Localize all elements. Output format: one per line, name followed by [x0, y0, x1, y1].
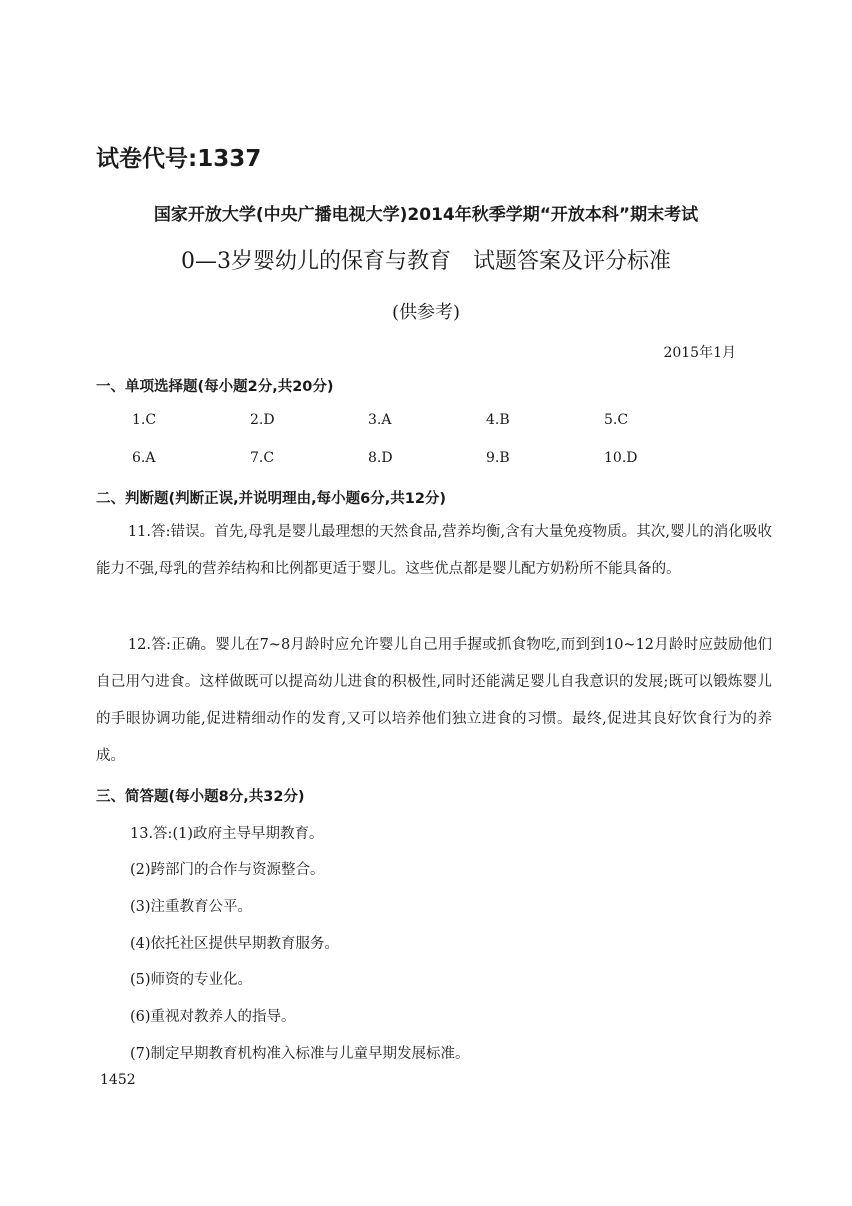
answer-13-item: (5)师资的专业化。 — [130, 972, 253, 988]
section2-heading: 二、判断题(判断正误,并说明理由,每小题6分,共12分) — [96, 491, 447, 507]
section3-heading: 三、简答题(每小题8分,共32分) — [96, 789, 305, 805]
answer-7: 7.C — [250, 450, 275, 466]
answer-4: 4.B — [486, 412, 510, 428]
answer-2: 2.D — [250, 412, 275, 428]
answer-8: 8.D — [368, 450, 393, 466]
answer-13-item: (6)重视对教养人的指导。 — [130, 1009, 296, 1025]
answer-11-paragraph: 11.答:错误。首先,母乳是婴儿最理想的天然食品,营养均衡,含有大量免疫物质。其次,婴儿的消化吸收能力不强,母乳的营养结构和比例都更适于婴儿。这些优点都是婴儿配方奶粉所不能具备的。 — [96, 524, 772, 577]
answer-1: 1.C — [132, 412, 157, 428]
answer-12-paragraph: 12.答:正确。婴儿在7~8月龄时应允许婴儿自己用手握或抓食物吃,而到到10~12月龄时应鼓励他们自己用勺进食。这样做既可以提高幼儿进食的积极性,同时还能满足婴儿自我意识的发展;既可以锻炼婴儿的手眼协调功能,促进精细动作的发育,又可以培养他们独立进食的习惯。最终,促进其良好饮食行为的养成。 — [96, 637, 772, 764]
answer-5: 5.C — [604, 412, 629, 428]
answer-6: 6.A — [132, 450, 156, 466]
answer-10: 10.D — [604, 450, 638, 466]
answer-13-item: (2)跨部门的合作与资源整合。 — [130, 862, 325, 878]
section1-heading: 一、单项选择题(每小题2分,共20分) — [96, 379, 334, 395]
university-exam-line: 国家开放大学(中央广播电视大学)2014年秋季学期“开放本科”期末考试 — [153, 205, 699, 225]
answer-13-item: (4)依托社区提供早期教育服务。 — [130, 936, 340, 952]
reference-note: (供参考) — [391, 302, 461, 323]
answer-3: 3.A — [368, 412, 392, 428]
exam-code: 试卷代号:1337 — [96, 146, 262, 172]
page-number: 1452 — [100, 1072, 136, 1088]
answer-9: 9.B — [486, 450, 510, 466]
answer-13-item: (7)制定早期教育机构准入标准与儿童早期发展标准。 — [130, 1046, 470, 1062]
document-title: 0—3岁婴幼儿的保育与教育 试题答案及评分标准 — [181, 249, 671, 274]
answer-13-item: (3)注重教育公平。 — [130, 899, 253, 915]
answer-13-item: 13.答:(1)政府主导早期教育。 — [130, 826, 324, 842]
exam-date: 2015年1月 — [663, 345, 736, 361]
